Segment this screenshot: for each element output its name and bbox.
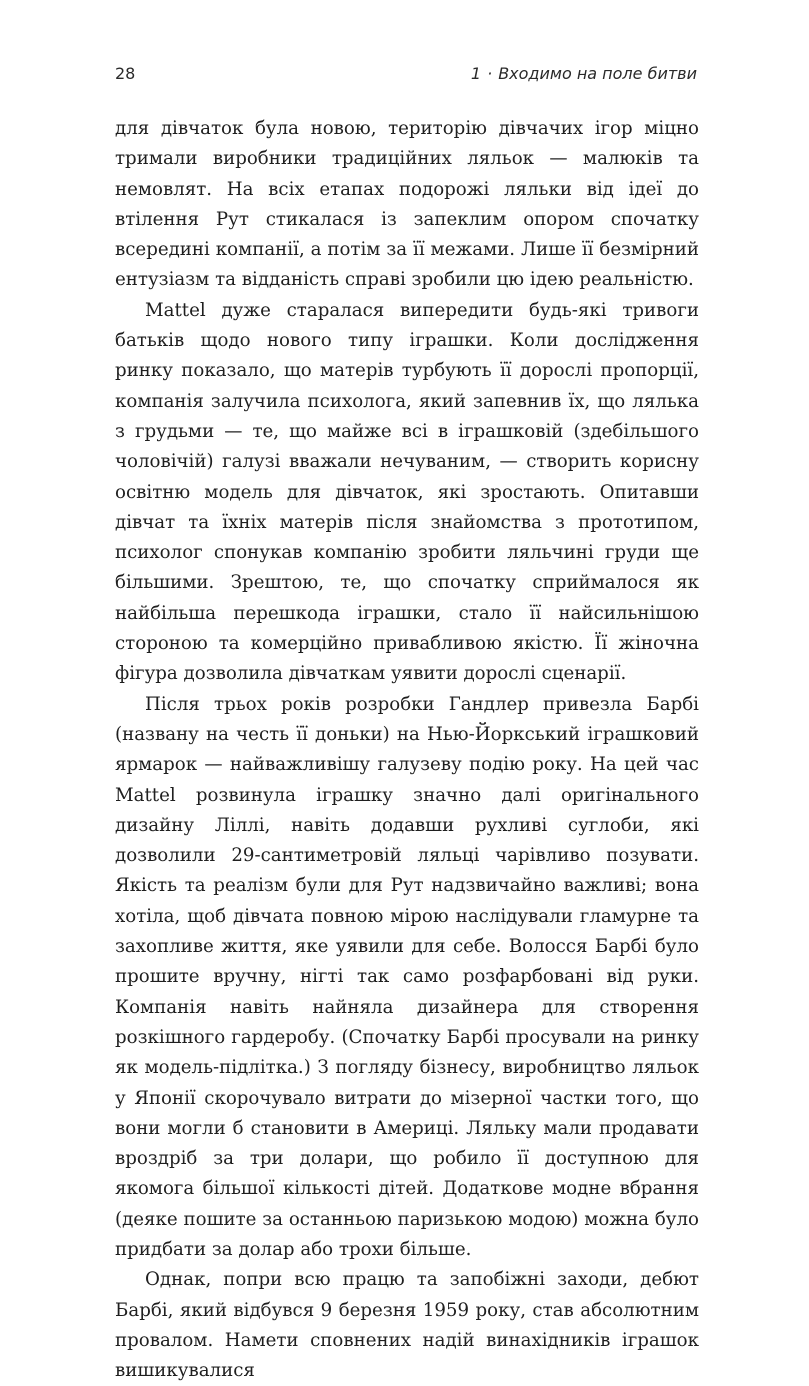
page-header <box>115 64 697 90</box>
paragraph: Однак, попри всю працю та запобіжні заходи, дебют Барбі, який відбувся 9 березня 1959 року, став абсолютним провалом. Намети сповнених надій винахідників іграшок вишикувалися <box>115 1269 699 1382</box>
chapter-number: 1 <box>470 64 482 83</box>
paragraph: Mattel дуже старалася випередити будь-які тривоги батьків щодо нового типу іграшки. Коли дослідження ринку показало, що матерів турбують її дорослі пропорції, компанія залучила психолога, який запевнив їх, що лялька з грудьми — те, що майже всі в іграшковій (здебільшого чоловічій) галузі вважали нечуваним, — створить корисну освітню модель для дівчаток, які зростають. Опитавши дівчат та їхніх матерів після знайомства з прототипом, психолог спонукав компанію зробити ляльчині груди ще більшими. Зрештою, те, що спочатку сприймалося як найбільша перешкода іграшки, стало її найсильнішою стороною та комерційно привабливою якістю. Її жіночна фігура дозволила дівчаткам уявити дорослі сценарії. <box>115 299 699 685</box>
running-head-separator: · <box>487 64 493 83</box>
chapter-title: Входимо на поле битви <box>498 64 697 83</box>
running-head <box>471 64 697 83</box>
page-number: 28 <box>115 64 136 83</box>
paragraph: Після трьох років розробки Гандлер привезла Барбі (названу на честь її доньки) на Нью-Йоркський іграшковий ярмарок — найважливішу галузеву подію року. На цей час Mattel розвинула іграшку значно далі оригінального дизайну Ліллі, навіть додавши рухливі суглоби, які дозволили 29-сантиметровій ляльці чарівливо позувати. Якість та реалізм були для Рут надзвичайно важливі; вона хотіла, щоб дівчата повною мірою наслідували гламурне та захопливе життя, яке уявили для себе. Волосся Барбі було прошите вручну, нігті так само розфарбовані від руки. Компанія навіть найняла дизайнера для створення розкішного гардеробу. (Спочатку Барбі просували на ринку як модель-підлітка.) З погляду бізнесу, виробництво ляльок у Японії скорочувало витрати до мізерної частки того, що вони могли б становити в Америці. Ляльку мали продавати вроздріб за три долари, що робило її доступною для якомога більшої кількості дітей. Додаткове модне вбрання (деяке пошите за останньою паризькою модою) можна було придбати за долар або трохи більше. <box>115 693 699 1260</box>
body-text <box>115 114 699 1386</box>
paragraph-continuation: для дівчаток була новою, територію дівчачих ігор міцно тримали виробники традиційних ляльок — малюків та немовлят. На всіх етапах подорожі ляльки від ідеї до втілення Рут стикалася із запеклим опором спочатку всередині компанії, а потім за її межами. Лише її безмірний ентузіазм та відданість справі зробили цю ідею реальністю. <box>115 118 699 291</box>
